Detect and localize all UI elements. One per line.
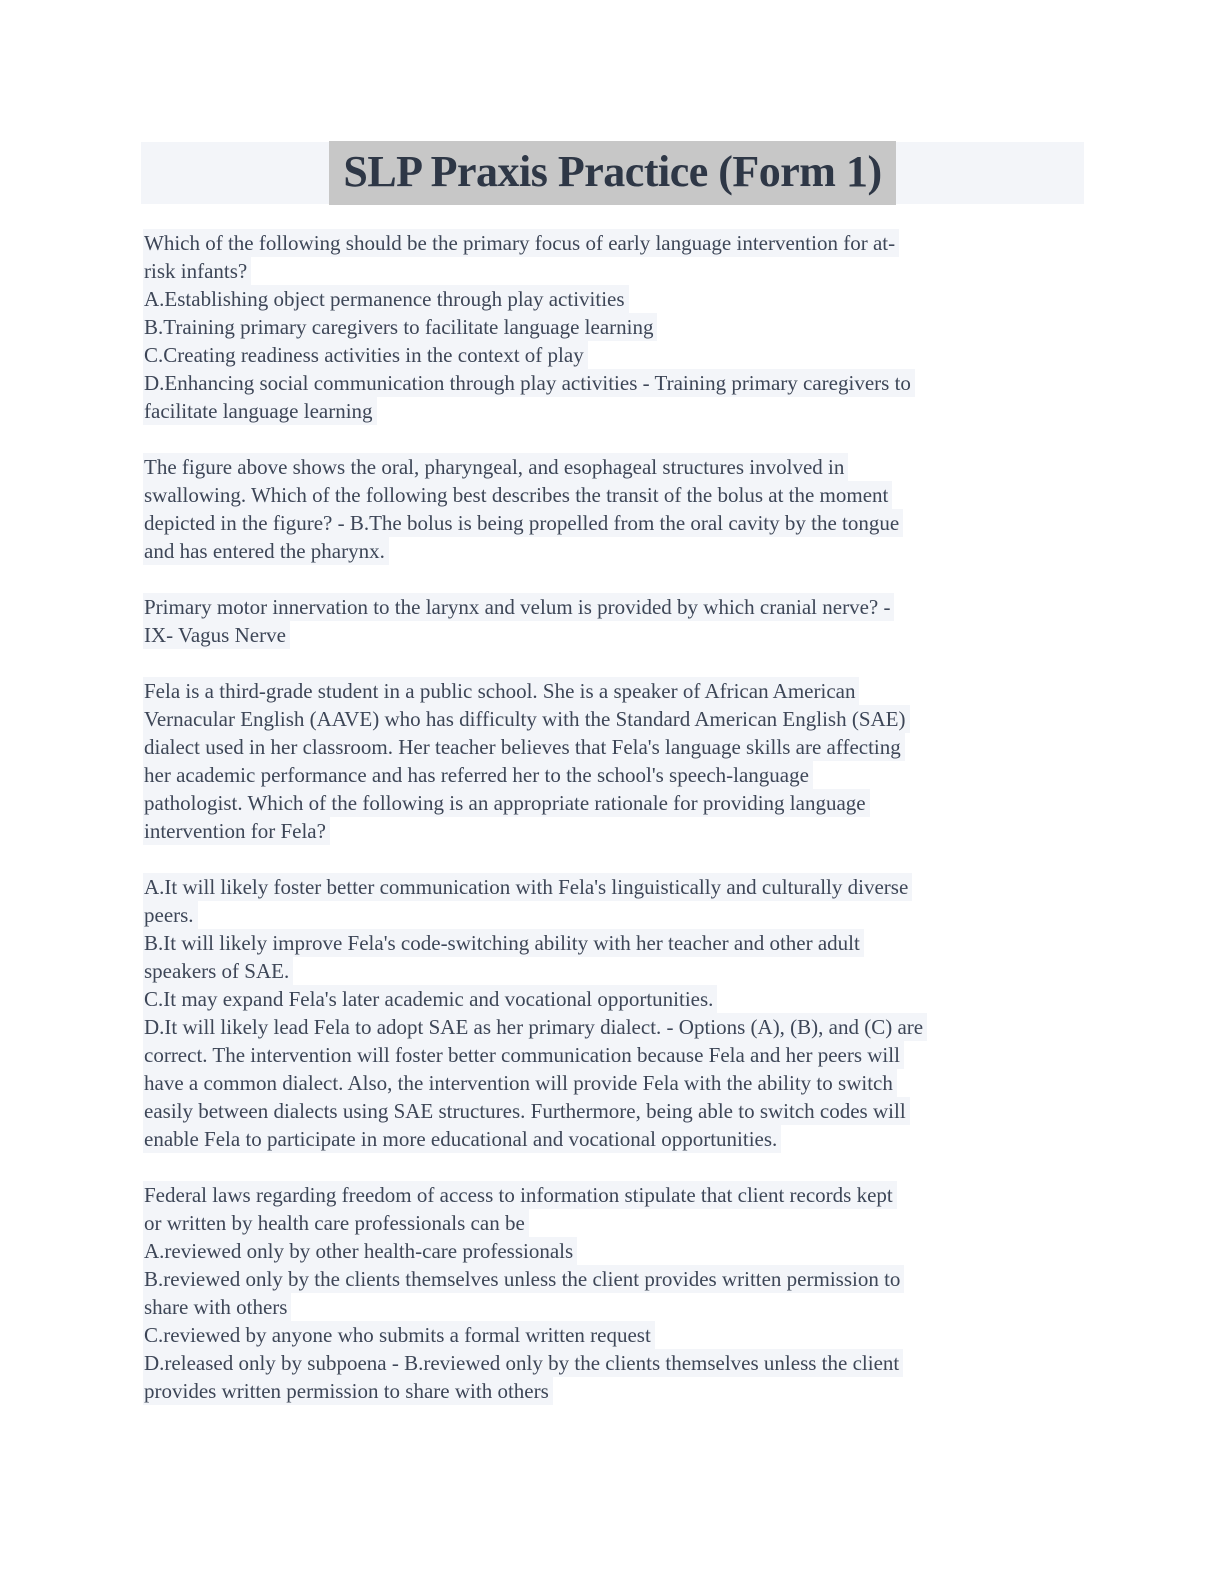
text-line (143, 873, 1087, 901)
text-line (143, 817, 1087, 845)
highlighted-text: Federal laws regarding freedom of access to information stipulate that client records kept (143, 1181, 897, 1209)
text-line (143, 761, 1087, 789)
text-line (143, 1321, 1087, 1349)
paragraph-q2-swallowing-figure (143, 453, 1087, 565)
text-line (143, 397, 1087, 425)
text-line (143, 453, 1087, 481)
highlighted-text: risk infants? (143, 257, 251, 285)
highlighted-text: D.Enhancing social communication through play activities - Training primary caregivers to (143, 369, 915, 397)
title-band (141, 142, 1084, 204)
highlighted-text: speakers of SAE. (143, 957, 293, 985)
paragraph-q1-early-language-intervention (143, 229, 1087, 425)
highlighted-text: intervention for Fela? (143, 817, 330, 845)
highlighted-text: D.released only by subpoena - B.reviewed only by the clients themselves unless the client (143, 1349, 903, 1377)
text-line (143, 985, 1087, 1013)
highlighted-text: C.It may expand Fela's later academic and vocational opportunities. (143, 985, 717, 1013)
paragraph-q5-federal-laws (143, 1181, 1087, 1405)
highlighted-text: depicted in the figure? - B.The bolus is being propelled from the oral cavity by the tongue (143, 509, 903, 537)
paragraph-q3-cranial-nerve (143, 593, 1087, 649)
text-line (143, 1265, 1087, 1293)
text-line (143, 369, 1087, 397)
text-line (143, 481, 1087, 509)
text-line (143, 313, 1087, 341)
text-line (143, 957, 1087, 985)
text-line (143, 1125, 1087, 1153)
document-body (143, 229, 1087, 1405)
text-line (143, 733, 1087, 761)
text-line (143, 285, 1087, 313)
highlighted-text: dialect used in her classroom. Her teacher believes that Fela's language skills are affecting (143, 733, 905, 761)
text-line (143, 1097, 1087, 1125)
highlighted-text: easily between dialects using SAE structures. Furthermore, being able to switch codes will (143, 1097, 910, 1125)
highlighted-text: have a common dialect. Also, the intervention will provide Fela with the ability to switch (143, 1069, 897, 1097)
text-line (143, 1293, 1087, 1321)
text-line (143, 789, 1087, 817)
text-line (143, 257, 1087, 285)
text-line (143, 677, 1087, 705)
highlighted-text: Vernacular English (AAVE) who has difficulty with the Standard American English (SAE) (143, 705, 910, 733)
text-line (143, 1041, 1087, 1069)
text-line (143, 229, 1087, 257)
highlighted-text: and has entered the pharynx. (143, 537, 389, 565)
text-line (143, 1377, 1087, 1405)
text-line (143, 537, 1087, 565)
text-line (143, 1069, 1087, 1097)
highlighted-text: D.It will likely lead Fela to adopt SAE as her primary dialect. - Options (A), (B), and (C) are (143, 1013, 927, 1041)
text-line (143, 901, 1087, 929)
highlighted-text: C.Creating readiness activities in the context of play (143, 341, 588, 369)
highlighted-text: C.reviewed by anyone who submits a formal written request (143, 1321, 655, 1349)
highlighted-text: A.It will likely foster better communication with Fela's linguistically and culturally diverse (143, 873, 912, 901)
highlighted-text: provides written permission to share with others (143, 1377, 553, 1405)
text-line (143, 929, 1087, 957)
highlighted-text: B.Training primary caregivers to facilitate language learning (143, 313, 657, 341)
text-line (143, 705, 1087, 733)
text-line (143, 1013, 1087, 1041)
highlighted-text: The figure above shows the oral, pharyngeal, and esophageal structures involved in (143, 453, 848, 481)
highlighted-text: correct. The intervention will foster better communication because Fela and her peers will (143, 1041, 904, 1069)
text-line (143, 509, 1087, 537)
text-line (143, 1209, 1087, 1237)
highlighted-text: A.reviewed only by other health-care professionals (143, 1237, 577, 1265)
highlighted-text: A.Establishing object permanence through play activities (143, 285, 629, 313)
highlighted-text: swallowing. Which of the following best describes the transit of the bolus at the moment (143, 481, 892, 509)
highlighted-text: Fela is a third-grade student in a public school. She is a speaker of African American (143, 677, 859, 705)
highlighted-text: Which of the following should be the primary focus of early language intervention for at- (143, 229, 899, 257)
paragraph-q4-fela-stem (143, 677, 1087, 845)
highlighted-text: B.reviewed only by the clients themselves unless the client provides written permission to (143, 1265, 904, 1293)
text-line (143, 1349, 1087, 1377)
highlighted-text: her academic performance and has referred her to the school's speech-language (143, 761, 813, 789)
text-line (143, 1181, 1087, 1209)
document-title: SLP Praxis Practice (Form 1) (329, 141, 895, 205)
paragraph-q4-fela-options (143, 873, 1087, 1153)
highlighted-text: facilitate language learning (143, 397, 377, 425)
highlighted-text: enable Fela to participate in more educational and vocational opportunities. (143, 1125, 781, 1153)
highlighted-text: share with others (143, 1293, 291, 1321)
highlighted-text: or written by health care professionals can be (143, 1209, 529, 1237)
highlighted-text: pathologist. Which of the following is an appropriate rationale for providing language (143, 789, 870, 817)
highlighted-text: Primary motor innervation to the larynx and velum is provided by which cranial nerve? - (143, 593, 894, 621)
highlighted-text: peers. (143, 901, 198, 929)
highlighted-text: IX- Vagus Nerve (143, 621, 290, 649)
text-line (143, 621, 1087, 649)
text-line (143, 593, 1087, 621)
text-line (143, 1237, 1087, 1265)
text-line (143, 341, 1087, 369)
highlighted-text: B.It will likely improve Fela's code-switching ability with her teacher and other adult (143, 929, 864, 957)
